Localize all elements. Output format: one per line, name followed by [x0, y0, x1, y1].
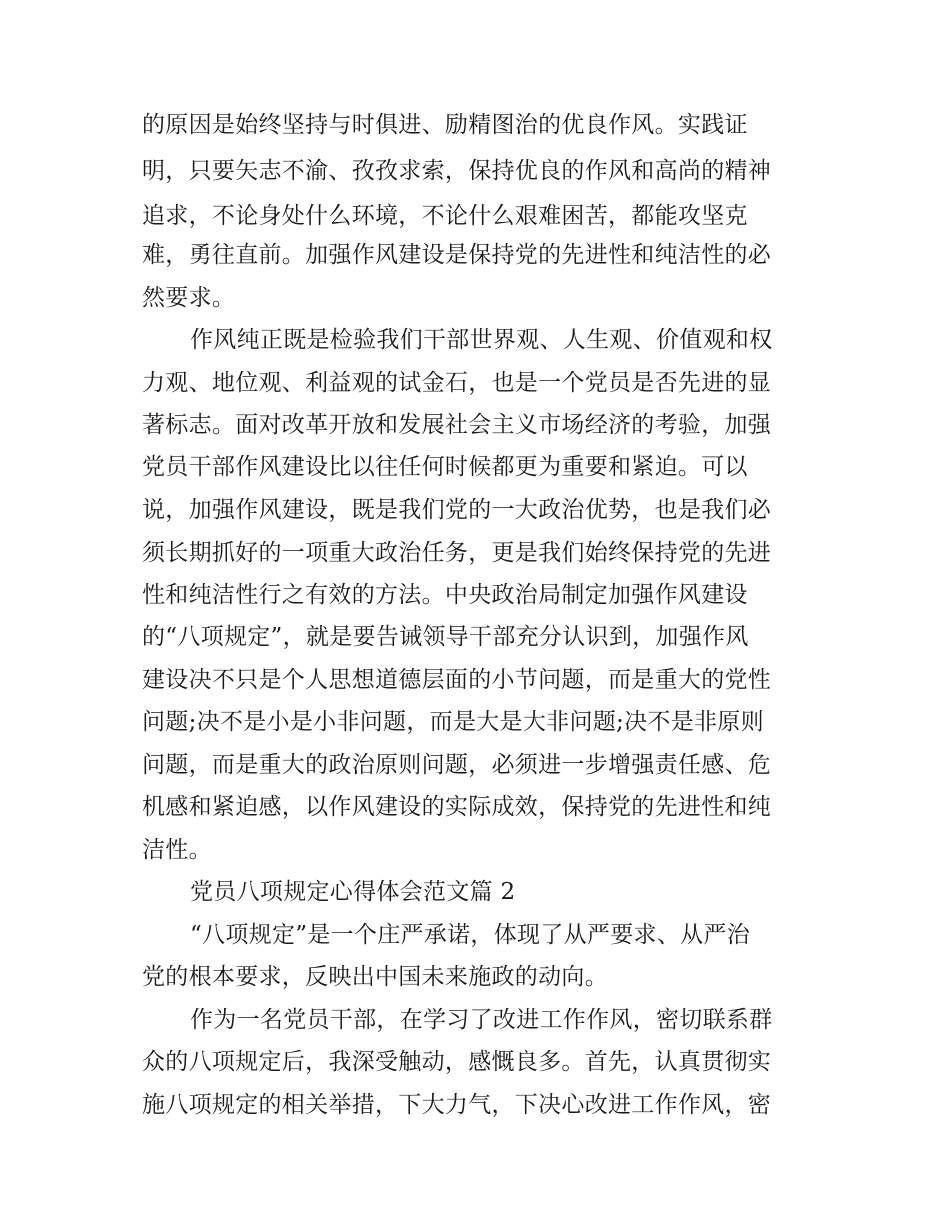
paragraph-line: 须长期抓好的一项重大政治任务，更是我们始终保持党的先进 — [142, 540, 772, 566]
paragraph-line: 机感和紧迫感，以作风建设的实际成效，保持党的先进性和纯 — [142, 794, 772, 820]
paragraph-line: 难，勇往直前。加强作风建设是保持党的先进性和纯洁性的必 — [142, 242, 772, 268]
paragraph-line: 问题，而是重大的政治原则问题，必须进一步增强责任感、危 — [142, 752, 772, 778]
section-heading: 党员八项规定心得体会范文篇 2 — [190, 879, 516, 905]
paragraph-line: 性和纯洁性行之有效的方法。中央政治局制定加强作风建设 — [142, 582, 748, 608]
paragraph-line: 众的八项规定后，我深受触动，感慨良多。首先，认真贯彻实 — [142, 1049, 772, 1075]
paragraph-line: 问题;决不是小是小非问题，而是大是大非问题;决不是非原则 — [142, 709, 764, 735]
paragraph-line: 然要求。 — [142, 285, 236, 311]
paragraph-line: 追求，不论身处什么环境，不论什么艰难困苦，都能攻坚克 — [142, 203, 748, 229]
paragraph-line: 党员干部作风建设比以往任何时候都更为重要和紧迫。可以 — [142, 454, 748, 480]
paragraph-line: 作为一名党员干部，在学习了改进工作作风，密切联系群 — [190, 1007, 773, 1033]
paragraph-line: 党的根本要求，反映出中国未来施政的动向。 — [142, 964, 608, 990]
paragraph-line: 洁性。 — [142, 837, 212, 863]
paragraph-line: “八项规定”是一个庄严承诺，体现了从严要求、从严治 — [190, 922, 751, 948]
paragraph-line: 说，加强作风建设，既是我们党的一大政治优势，也是我们必 — [142, 497, 772, 523]
paragraph-line: 施八项规定的相关举措，下大力气，下决心改进工作作风，密 — [142, 1092, 772, 1118]
paragraph-line: 的“八项规定”，就是要告诫领导干部充分认识到，加强作风 — [142, 624, 749, 650]
paragraph-line: 明，只要矢志不渝、孜孜求索，保持优良的作风和高尚的精神 — [142, 158, 772, 184]
paragraph-line: 建设决不只是个人思想道德层面的小节问题，而是重大的党性 — [142, 667, 772, 693]
paragraph-line: 作风纯正既是检验我们干部世界观、人生观、价值观和权 — [190, 327, 773, 353]
paragraph-line: 著标志。面对改革开放和发展社会主义市场经济的考验，加强 — [142, 412, 772, 438]
paragraph-line: 力观、地位观、利益观的试金石，也是一个党员是否先进的显 — [142, 370, 772, 396]
paragraph-line: 的原因是始终坚持与时俱进、励精图治的优良作风。实践证 — [142, 112, 748, 138]
